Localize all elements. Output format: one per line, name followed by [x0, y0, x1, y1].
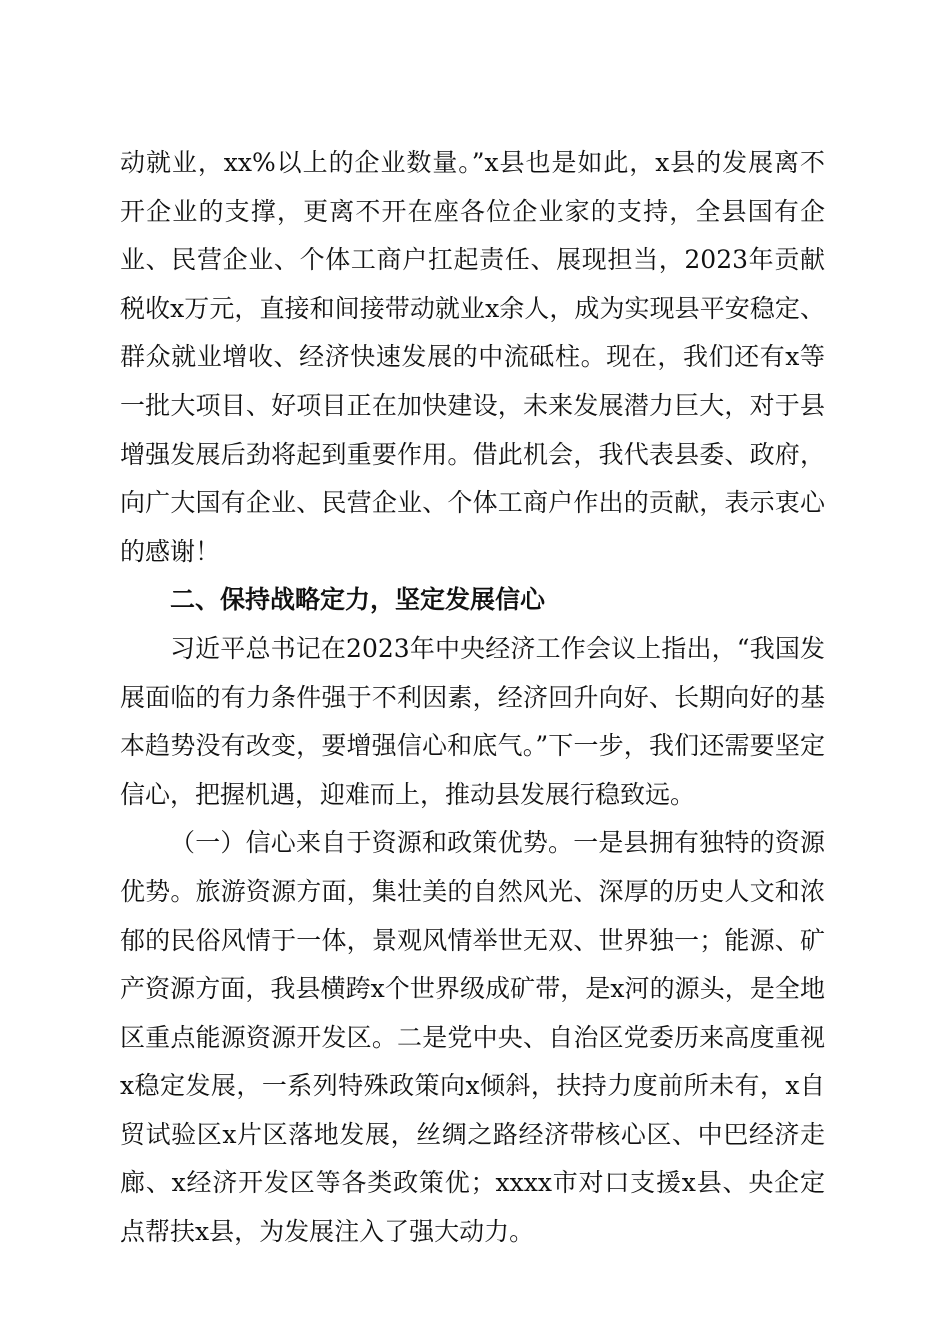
body-paragraph: 动就业，xx%以上的企业数量。”x县也是如此，x县的发展离不开企业的支撑，更离不开在座各位企业家的支持，全县国有企业、民营企业、个体工商户扛起责任、展现担当，2023年贡献税收x万元，直接和间接带动就业x余人，成为实现县平安稳定、群众就业增收、经济快速发展的中流砥柱。现在，我们还有x等一批大项目、好项目正在加快建设，未来发展潜力巨大，对于县增强发展后劲将起到重要作用。借此机会，我代表县委、政府，向广大国有企业、民营企业、个体工商户作出的贡献，表示衷心的感谢！ — [120, 148, 825, 566]
subsection-paragraph — [120, 819, 825, 1256]
body-paragraph: 习近平总书记在2023年中央经济工作会议上指出，“我国发展面临的有力条件强于不利因素，经济回升向好、长期向好的基本趋势没有改变，要增强信心和底气。”下一步，我们还需要坚定信心，把握机遇，迎难而上，推动县发展行稳致远。 — [120, 633, 825, 809]
section-heading: 二、保持战略定力，坚定发展信心 — [170, 585, 546, 615]
document-page — [120, 139, 825, 1257]
subsection-body: 一是县拥有独特的资源优势。旅游资源方面，集壮美的自然风光、深厚的历史人文和浓郁的民俗风情于一体，景观风情举世无双、世界独一；能源、矿产资源方面，我县横跨x个世界级成矿带，是x河的源头，是全地区重点能源资源开发区。二是党中央、自治区党委历来高度重视x稳定发展，一系列特殊政策向x倾斜，扶持力度前所未有，x自贸试验区x片区落地发展，丝绸之路经济带核心区、中巴经济走廊、x经济开发区等各类政策优；xxxx市对口支援x县、央企定点帮扶x县，为发展注入了强大动力。 — [120, 828, 825, 1247]
subsection-heading: （一）信心来自于资源和政策优势。 — [170, 828, 574, 858]
